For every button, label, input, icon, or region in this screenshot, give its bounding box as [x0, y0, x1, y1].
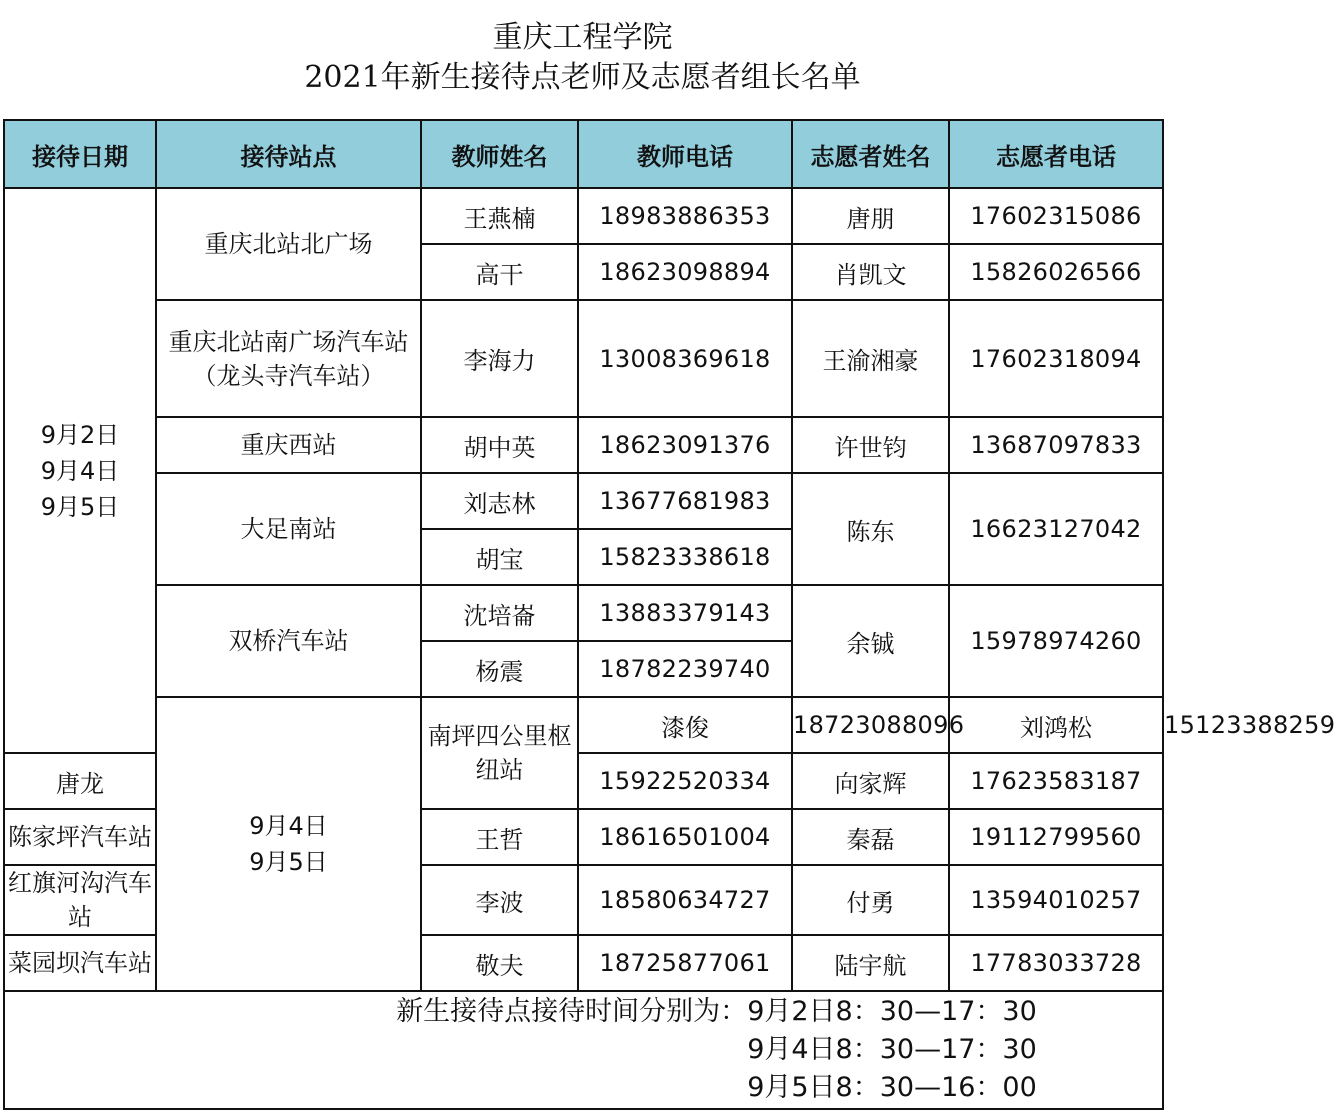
station-name-line: （龙头寺汽车站） — [192, 361, 385, 390]
station-cell: 菜园坝汽车站 — [4, 935, 156, 991]
reception-roster-table — [3, 119, 1335, 1110]
volunteer-phone-cell: 13594010257 — [949, 865, 1163, 935]
table-row — [4, 188, 1163, 244]
table-row — [4, 585, 1163, 641]
teacher-phone-cell: 18580634727 — [578, 865, 792, 935]
reception-hours-note — [4, 991, 1163, 1109]
date-line: 9月4日 — [40, 456, 120, 485]
footer-intro: 新生接待点接待时间分别为： — [396, 996, 748, 1027]
station-cell: 重庆西站 — [156, 417, 421, 473]
reception-date-cell — [156, 697, 421, 991]
title-institution: 重庆工程学院 — [492, 20, 673, 55]
header-reception-station: 接待站点 — [156, 120, 421, 188]
title-list-name: 2021年新生接待点老师及志愿者组长名单 — [304, 60, 861, 95]
teacher-phone-cell: 18623091376 — [578, 417, 792, 473]
teacher-phone-cell: 18623098894 — [578, 244, 792, 300]
date-line: 9月5日 — [249, 848, 328, 876]
volunteer-phone-cell: 19112799560 — [949, 809, 1163, 865]
volunteer-phone-cell: 17602315086 — [949, 188, 1163, 244]
table-row — [4, 300, 1163, 417]
teacher-phone-cell: 13008369618 — [578, 300, 792, 417]
header-teacher-name: 教师姓名 — [421, 120, 578, 188]
teacher-phone-cell: 15823338618 — [578, 529, 792, 585]
reception-time: 9月5日8：30—16：00 — [747, 1072, 1037, 1103]
volunteer-name-cell: 秦磊 — [792, 809, 949, 865]
volunteer-name-cell: 许世钧 — [792, 417, 949, 473]
table-header-row — [4, 120, 1163, 188]
footer-row — [4, 991, 1163, 1109]
header-volunteer-name: 志愿者姓名 — [792, 120, 949, 188]
reception-date-cell — [4, 188, 156, 753]
date-line: 9月4日 — [249, 812, 328, 840]
teacher-name-cell: 杨震 — [421, 641, 578, 697]
table-row — [4, 417, 1163, 473]
date-line: 9月2日 — [40, 420, 120, 449]
teacher-name-cell: 胡宝 — [421, 529, 578, 585]
station-name-line: 重庆北站南广场汽车站 — [168, 327, 409, 356]
teacher-name-cell: 唐龙 — [4, 753, 156, 809]
teacher-phone-cell: 13883379143 — [578, 585, 792, 641]
station-cell: 双桥汽车站 — [156, 585, 421, 697]
teacher-name-cell: 高干 — [421, 244, 578, 300]
footer-line — [5, 993, 1162, 1031]
volunteer-phone-cell: 15826026566 — [949, 244, 1163, 300]
document-title — [0, 18, 1165, 98]
teacher-name-cell: 漆俊 — [578, 697, 792, 753]
station-cell: 南坪四公里枢纽站 — [421, 697, 578, 809]
teacher-name-cell: 李海力 — [421, 300, 578, 417]
volunteer-phone-cell: 16623127042 — [949, 473, 1163, 585]
teacher-phone-cell: 18723088096 — [792, 697, 949, 753]
teacher-name-cell: 李波 — [421, 865, 578, 935]
teacher-name-cell: 王哲 — [421, 809, 578, 865]
table-row — [4, 473, 1163, 529]
volunteer-phone-cell: 13687097833 — [949, 417, 1163, 473]
volunteer-phone-cell: 17783033728 — [949, 935, 1163, 991]
teacher-phone-cell: 18983886353 — [578, 188, 792, 244]
volunteer-phone-cell: 17602318094 — [949, 300, 1163, 417]
volunteer-phone-cell: 15978974260 — [949, 585, 1163, 697]
teacher-name-cell: 沈培崙 — [421, 585, 578, 641]
table-row: 9月4日 9月5日 南坪四公里枢纽站 漆俊 18723088096 刘鸿松 15123388259 — [4, 697, 1163, 753]
teacher-phone-cell: 13677681983 — [578, 473, 792, 529]
header-volunteer-phone: 志愿者电话 — [949, 120, 1163, 188]
volunteer-name-cell: 唐朋 — [792, 188, 949, 244]
station-cell: 大足南站 — [156, 473, 421, 585]
volunteer-name-cell: 向家辉 — [792, 753, 949, 809]
volunteer-name-cell: 王渝湘豪 — [792, 300, 949, 417]
teacher-phone-cell: 18782239740 — [578, 641, 792, 697]
station-cell: 重庆北站北广场 — [156, 188, 421, 300]
footer-line — [5, 1069, 1162, 1107]
teacher-name-cell: 胡中英 — [421, 417, 578, 473]
reception-time: 9月2日8：30—17：30 — [747, 996, 1037, 1027]
teacher-phone-cell: 18616501004 — [578, 809, 792, 865]
volunteer-name-cell: 付勇 — [792, 865, 949, 935]
station-cell: 红旗河沟汽车站 — [4, 865, 156, 935]
volunteer-name-cell: 陆宇航 — [792, 935, 949, 991]
volunteer-phone-cell: 17623583187 — [949, 753, 1163, 809]
teacher-name-cell: 刘志林 — [421, 473, 578, 529]
volunteer-name-cell: 肖凯文 — [792, 244, 949, 300]
teacher-phone-cell: 18725877061 — [578, 935, 792, 991]
station-cell: 陈家坪汽车站 — [4, 809, 156, 865]
date-line: 9月5日 — [40, 492, 120, 521]
volunteer-name-cell: 刘鸿松 — [949, 697, 1163, 753]
reception-time: 9月4日8：30—17：30 — [747, 1034, 1037, 1065]
header-teacher-phone: 教师电话 — [578, 120, 792, 188]
volunteer-name-cell: 陈东 — [792, 473, 949, 585]
teacher-name-cell: 王燕楠 — [421, 188, 578, 244]
teacher-phone-cell: 15922520334 — [578, 753, 792, 809]
footer-line — [5, 1031, 1162, 1069]
volunteer-name-cell: 余铖 — [792, 585, 949, 697]
header-reception-date: 接待日期 — [4, 120, 156, 188]
teacher-name-cell: 敬夫 — [421, 935, 578, 991]
station-cell — [156, 300, 421, 417]
